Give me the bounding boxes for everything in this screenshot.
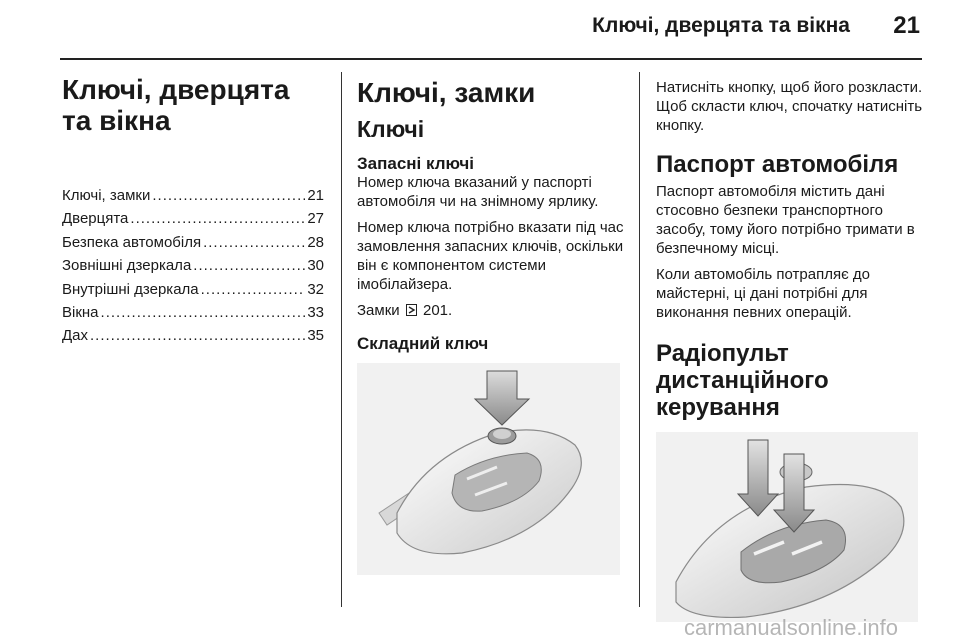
toc-entry[interactable] xyxy=(62,254,324,277)
toc-leader xyxy=(130,207,305,230)
unfold-instruction: Натисніть кнопку, щоб його розкласти. Щоб скласти ключ, спочатку натисніть кнопку. xyxy=(656,79,923,134)
toc-leader xyxy=(152,184,305,207)
toc-entry[interactable] xyxy=(62,278,324,301)
toc-entry-label: Вікна xyxy=(62,303,99,321)
toc-entry-page: 33 xyxy=(307,303,324,321)
folding-key-illustration xyxy=(357,363,620,575)
toc-entry-page: 28 xyxy=(307,233,324,251)
watermark: carmanualsonline.info xyxy=(684,615,899,640)
toc-entry-page: 27 xyxy=(307,210,324,228)
toc-entry-page: 21 xyxy=(307,187,324,204)
locks-reference-label: Замки xyxy=(357,302,400,319)
toc-entry-page: 35 xyxy=(307,327,324,345)
folding-key-figure xyxy=(357,363,620,575)
passport-column xyxy=(656,78,926,622)
toc-entry-page: 32 xyxy=(307,280,324,298)
toc-leader xyxy=(193,254,305,277)
chapter-title: Ключі, дверцята та вікна xyxy=(62,74,290,136)
subsection-heading: Ключі xyxy=(357,116,425,142)
locks-reference xyxy=(357,301,625,320)
toc-entry-page: 30 xyxy=(307,257,324,275)
chapter-toc-column xyxy=(62,74,324,348)
running-header-title: Ключі, дверцята та вікна xyxy=(592,14,850,37)
section-heading: Ключі, замки xyxy=(357,77,536,108)
column-divider-left xyxy=(341,72,342,607)
vehicle-passport-heading: Паспорт автомобіля xyxy=(656,151,899,178)
toc-entry-label: Дах xyxy=(62,327,89,345)
remote-control-illustration xyxy=(656,432,918,622)
column-divider-right xyxy=(639,72,640,607)
toc-entry-label: Безпека автомобіля xyxy=(62,233,202,251)
toc-entry[interactable] xyxy=(62,301,324,324)
passport-paragraph-1: Паспорт автомобіля містить дані стосовно безпеки транспортного засобу, тому його потрібно тримати в безпечному місці. xyxy=(656,183,915,257)
key-number-paragraph: Номер ключа вказаний у паспорті автомобіля чи на знімному ярлику. xyxy=(357,174,599,210)
spare-keys-heading: Запасні ключі xyxy=(357,154,474,173)
toc-entry-label: Дверцята xyxy=(62,210,129,228)
remote-control-heading: Радіопульт дистанційного керування xyxy=(656,340,829,421)
passport-paragraph-2: Коли автомобіль потрапляє до майстерні, ці дані потрібні для виконання певних операцій. xyxy=(656,266,870,321)
folding-key-heading: Складний ключ xyxy=(357,334,489,353)
toc-leader xyxy=(201,278,306,301)
toc-list xyxy=(62,184,324,348)
toc-entry[interactable] xyxy=(62,184,324,207)
toc-leader xyxy=(90,324,305,347)
toc-entry-label: Ключі, замки xyxy=(62,187,151,204)
toc-leader xyxy=(101,301,306,324)
toc-entry[interactable] xyxy=(62,231,324,254)
toc-entry-label: Внутрішні дзеркала xyxy=(62,280,199,298)
header-rule xyxy=(60,58,922,60)
immobiliser-paragraph: Номер ключа потрібно вказати під час замовлення запасних ключів, оскільки він є компонентом системи імобілайзера. xyxy=(357,219,624,293)
toc-entry[interactable] xyxy=(62,324,324,347)
remote-control-figure xyxy=(656,432,918,622)
page-number: 21 xyxy=(893,12,920,39)
toc-entry-label: Зовнішні дзеркала xyxy=(62,257,192,275)
toc-leader xyxy=(203,231,305,254)
keys-column xyxy=(357,78,625,575)
ref-arrow-icon xyxy=(406,304,417,316)
toc-entry[interactable] xyxy=(62,207,324,230)
locks-reference-page: 201. xyxy=(423,302,453,319)
